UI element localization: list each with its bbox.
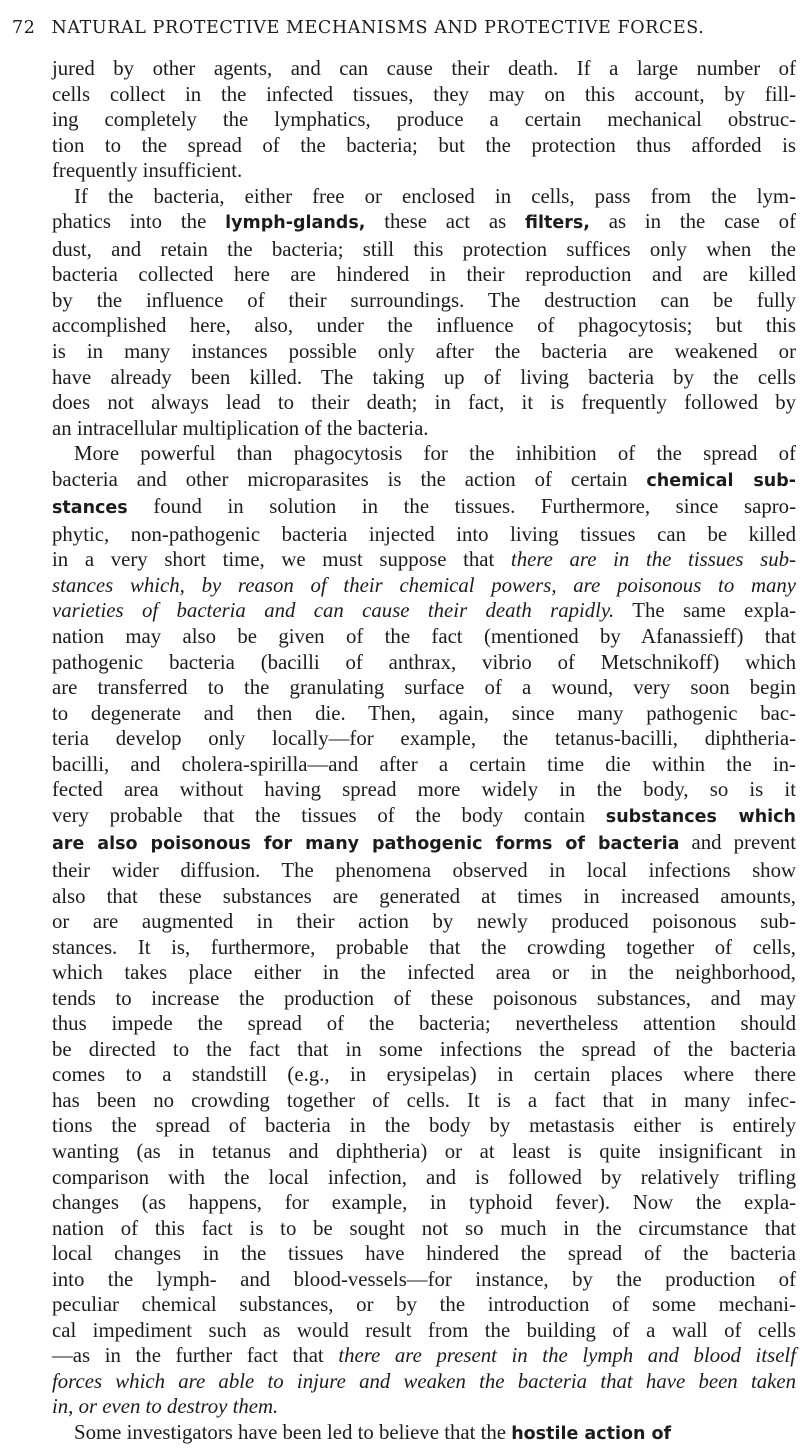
text-run: cal impediment such as would result from the building of a wall of cells [52,1318,796,1342]
text-line [52,1165,796,1191]
text-line [52,339,796,365]
text-run: ing completely the lymphatics, produce a certain mechanical obstruc- [52,108,796,132]
text-line [52,133,796,159]
text-run: comparison with the local infection, and is followed by relatively trifling [52,1165,796,1189]
text-run: phatics into the [52,210,226,234]
text-run: or are augmented in their action by newly produced poisonous sub- [52,910,796,934]
text-line [52,494,796,522]
text-run: comes to a standstill (e.g., in erysipelas) in certain places where there [52,1063,796,1087]
text-run: phytic, non-pathogenic bacteria injected into living tissues can be killed [52,522,796,546]
text-run: in a very short time, we must suppose that [52,548,511,572]
text-run: into the lymph- and blood-vessels—for instance, by the production of [52,1267,796,1291]
text-run: found in solution in the tissues. Furthermore, since sapro- [127,495,796,519]
text-line [52,1139,796,1165]
text-line [52,1011,796,1037]
text-line [52,467,796,495]
text-line [52,598,796,624]
text-line [52,830,796,858]
text-run: bacilli, and cholera-spirilla—and after a certain time die within the in- [52,752,796,776]
text-line [52,288,796,314]
text-line [52,107,796,133]
text-run: frequently insufficient. [52,159,243,183]
text-line [52,82,796,108]
emphasis-italic: stances which, by reason of their chemical powers, are poisonous to many [52,573,796,597]
text-run: nation may also be given of the fact (mentioned by Afanassieff) that [52,625,796,649]
text-line [52,184,796,210]
text-line [52,960,796,986]
emphasis-italic: there are in the tissues sub- [510,548,796,572]
text-line [52,1318,796,1344]
text-line [52,313,796,339]
emphasis-bold: chemical sub- [646,470,796,491]
text-line [52,1292,796,1318]
text-line [52,858,796,884]
text-run: tions the spread of bacteria in the body by metastasis either is entirely [52,1114,796,1138]
emphasis-bold: stances [52,498,128,519]
text-run: cells collect in the infected tissues, they may on this account, by fill- [52,82,796,106]
text-line [52,650,796,676]
text-run: as in the case of [589,210,797,234]
emphasis-bold: lymph-glands, [225,213,366,234]
emphasis-bold: filters, [524,213,590,234]
text-line [52,884,796,910]
text-run: and prevent [679,831,796,855]
text-run: be directed to the fact that in some infections the spread of the bacteria [52,1037,796,1061]
emphasis-bold: hostile action of [511,1423,672,1444]
text-run: these act as [365,210,525,234]
text-line [52,573,796,599]
emphasis-italic: in, or even to destroy them. [52,1395,279,1419]
text-line [52,547,796,573]
text-run: peculiar chemical substances, or by the introduction of some mechani- [52,1293,796,1317]
text-run: tends to increase the production of these poisonous substances, and may [52,986,796,1010]
text-line [52,1037,796,1063]
text-line [52,1062,796,1088]
text-run: local changes in the tissues have hindered the spread of the bacteria [52,1242,796,1266]
text-run: are transferred to the granulating surface of a wound, very soon begin [52,676,796,700]
text-line [52,209,796,237]
text-line [52,1343,796,1369]
text-line [52,803,796,831]
body-text [52,56,796,1448]
text-line [52,935,796,961]
text-run: stances. It is, furthermore, probable that the crowding together of cells, [52,935,796,959]
text-run: dust, and retain the bacteria; still this protection suffices only when the [52,237,796,261]
text-run: which takes place either in the infected area or in the neighborhood, [52,961,796,985]
text-run: fected area without having spread more widely in the body, so is it [52,778,796,802]
text-line [52,1267,796,1293]
text-run: If the bacteria, either free or enclosed in cells, pass from the lym- [74,184,796,208]
text-line [52,701,796,727]
text-run: The same expla- [614,599,797,623]
text-line [52,416,796,442]
text-line [52,1369,796,1395]
text-run: also that these substances are generated at times in increased amounts, [52,884,796,908]
text-run: their wider diffusion. The phenomena observed in local infections show [52,858,796,882]
text-line [52,390,796,416]
text-run: accomplished here, also, under the influence of phagocytosis; but this [52,314,796,338]
text-run: nation of this fact is to be sought not so much in the circumstance that [52,1216,796,1240]
text-run: wanting (as in tetanus and diphtheria) or at least is quite insignificant in [52,1139,796,1163]
text-line [52,1113,796,1139]
emphasis-italic: varieties of bacteria and can cause their death rapidly. [52,599,615,623]
running-head [12,18,772,38]
text-run: does not always lead to their death; in fact, it is frequently followed by [52,391,796,415]
text-line [52,522,796,548]
text-line [52,441,796,467]
text-run: changes (as happens, for example, in typhoid fever). Now the expla- [52,1191,796,1215]
text-run: —as in the further fact that [52,1344,339,1368]
text-run: is in many instances possible only after the bacteria are weakened or [52,340,796,364]
text-line [52,365,796,391]
emphasis-italic: there are present in the lymph and blood itself [338,1344,796,1368]
text-run: teria develop only locally—for example, the tetanus-bacilli, diphtheria- [52,727,796,751]
running-title: NATURAL PROTECTIVE MECHANISMS AND PROTECTIVE FORCES. [51,18,705,38]
text-run: an intracellular multiplication of the bacteria. [52,416,429,440]
text-line [52,1088,796,1114]
text-run: very probable that the tissues of the body contain [52,803,606,827]
text-run: to degenerate and then die. Then, again, since many pathogenic bac- [52,701,796,725]
emphasis-bold: are also poisonous for many pathogenic forms of bacteria [52,834,680,855]
text-line [52,675,796,701]
text-line [52,624,796,650]
text-run: bacteria and other microparasites is the action of certain [52,467,647,491]
text-line [52,158,796,184]
text-line [52,1420,796,1448]
text-line [52,1190,796,1216]
text-line [52,986,796,1012]
text-run: bacteria collected here are hindered in their reproduction and are killed [52,263,796,287]
page-number: 72 [12,18,36,38]
text-line [52,237,796,263]
text-line [52,1394,796,1420]
text-run: pathogenic bacteria (bacilli of anthrax, vibrio of Metschnikoff) which [52,650,796,674]
text-run: Some investigators have been led to believe that the [74,1420,512,1444]
text-run: tion to the spread of the bacteria; but the protection thus afforded is [52,133,796,157]
text-run: have already been killed. The taking up of living bacteria by the cells [52,365,796,389]
text-line [52,909,796,935]
text-run: jured by other agents, and can cause their death. If a large number of [52,57,796,80]
text-run: More powerful than phagocytosis for the inhibition of the spread of [74,442,796,466]
text-run: by the influence of their surroundings. The destruction can be fully [52,288,796,312]
emphasis-bold: substances which [605,806,796,827]
text-line [52,262,796,288]
text-line [52,1241,796,1267]
text-line [52,1216,796,1242]
text-line [52,56,796,82]
emphasis-italic: forces which are able to injure and weaken the bacteria that have been taken [52,1369,796,1393]
text-run: thus impede the spread of the bacteria; nevertheless attention should [52,1012,796,1036]
text-run: has been no crowding together of cells. It is a fact that in many infec- [52,1088,796,1112]
text-line [52,752,796,778]
text-line [52,726,796,752]
text-line [52,777,796,803]
